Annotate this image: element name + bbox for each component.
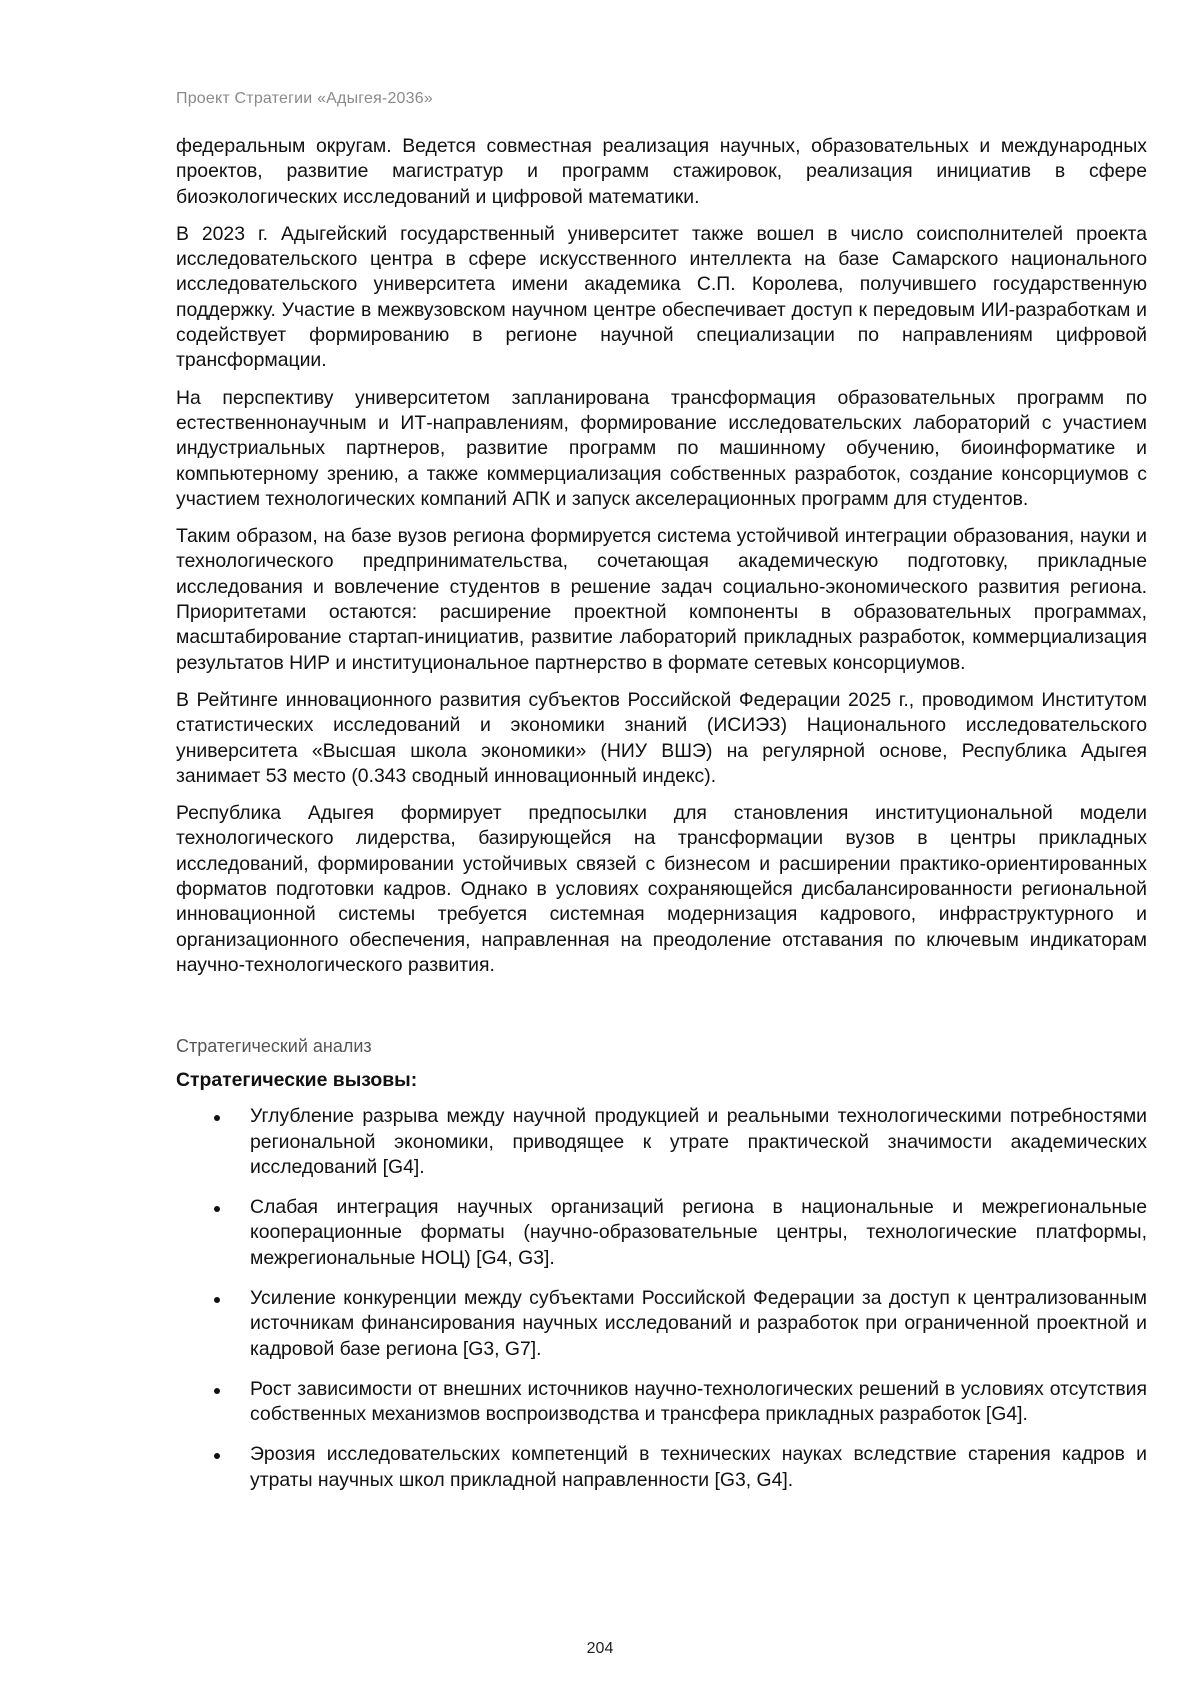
- bullet-icon: [214, 1115, 220, 1121]
- list-item: [176, 1377, 1147, 1428]
- bullet-icon: [214, 1388, 220, 1394]
- paragraph: федеральным округам. Ведется совместная реализация научных, образовательных и международных проектов, развитие магистратур и программ стажировок, реализация инициатив в сфере биоэкологических исследований и цифровой математики.: [176, 135, 1147, 208]
- list-item-text: Углубление разрыва между научной продукцией и реальными технологическими потребностями региональной экономики, приводящее к утрате практической значимости академических исследований [G4].: [250, 1105, 1147, 1178]
- running-header: Проект Стратегии «Адыгея-2036»: [176, 90, 433, 107]
- list-item-text: Слабая интеграция научных организаций региона в национальные и межрегиональные кооперационные форматы (научно-образовательные центры, технологические платформы, межрегиональные НОЦ) [G4, G3].: [250, 1196, 1147, 1269]
- list-item: [176, 1442, 1147, 1493]
- list-item-text: Эрозия исследовательских компетенций в технических науках вследствие старения кадров и утраты научных школ прикладной направленности [G3, G4].: [250, 1443, 1147, 1491]
- list-item: [176, 1104, 1147, 1180]
- page-number: 204: [586, 1640, 614, 1657]
- paragraph: В 2023 г. Адыгейский государственный университет также вошел в число соисполнителей проекта исследовательского центра в сфере искусственного интеллекта на базе Самарского национального исследовательского университета имени академика С.П. Королева, получившего государственную поддержку. Участие в межвузовском научном центре обеспечивает доступ к передовым ИИ-разработкам и содействует формированию в регионе научной специализации по направлениям цифровой трансформации.: [176, 222, 1147, 372]
- challenges-list: [176, 1104, 1147, 1493]
- list-item-text: Рост зависимости от внешних источников научно-технологических решений в условиях отсутствия собственных механизмов воспроизводства и трансфера прикладных разработок [G4].: [250, 1377, 1147, 1426]
- paragraph: Таким образом, на базе вузов региона формируется система устойчивой интеграции образования, науки и технологического предпринимательства, сочетающая академическую подготовку, прикладные исследования и вовлечение студентов в решение задач социально-экономического развития региона. Приоритетами остаются: расширение проектной компоненты в образовательных программах, масштабирование стартап-инициатив, развитие лабораторий прикладных разработок, коммерциализация результатов НИР и институциональное партнерство в формате сетевых консорциумов.: [176, 525, 1147, 674]
- subheading: Стратегические вызовы:: [176, 1069, 418, 1092]
- bullet-icon: [214, 1297, 220, 1303]
- bullet-icon: [214, 1453, 220, 1459]
- list-item-text: Усиление конкуренции между субъектами Российской Федерации за доступ к централизованным источникам финансирования научных исследований и разработок при ограниченной проектной и кадровой базе региона [G3, G7].: [250, 1286, 1147, 1360]
- paragraph: На перспективу университетом запланирована трансформация образовательных программ по естественнонаучным и ИТ-направлениям, формирование исследовательских лабораторий с участием индустриальных партнеров, развитие программ по машинному обучению, биоинформатике и компьютерному зрению, а также коммерциализация собственных разработок, создание консорциумов с участием технологических компаний АПК и запуск акселерационных программ для студентов.: [176, 386, 1147, 510]
- paragraph: В Рейтинге инновационного развития субъектов Российской Федерации 2025 г., проводимом Институтом статистических исследований и экономики знаний (ИСИЭЗ) Национального исследовательского университета «Высшая школа экономики» (НИУ ВШЭ) на регулярной основе, Республика Адыгея занимает 53 место (0.343 сводный инновационный индекс).: [176, 688, 1147, 787]
- paragraph: Республика Адыгея формирует предпосылки для становления институциональной модели технологического лидерства, базирующейся на трансформации вузов в центры прикладных исследований, формировании устойчивых связей с бизнесом и расширении практико-ориентированных форматов подготовки кадров. Однако в условиях сохраняющейся дисбалансированности региональной инновационной системы требуется системная модернизация кадрового, инфраструктурного и организационного обеспечения, направленная на преодоление отставания по ключевым индикаторам научно-технологического развития.: [176, 802, 1147, 976]
- list-item: [176, 1286, 1147, 1362]
- document-body: [176, 134, 1147, 1508]
- bullet-icon: [214, 1206, 220, 1212]
- section-label: Стратегический анализ: [176, 1036, 372, 1057]
- list-item: [176, 1195, 1147, 1271]
